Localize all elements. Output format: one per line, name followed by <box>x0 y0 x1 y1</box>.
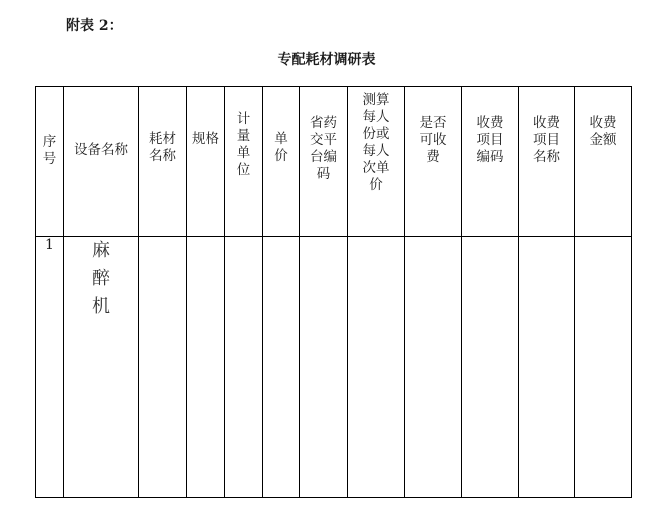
header-label-chargeable: 是否可收费 <box>419 115 447 165</box>
cell-per-person-calc[interactable] <box>348 237 405 498</box>
table-row <box>36 237 632 498</box>
header-label-charge-amount: 收费金额 <box>589 115 617 148</box>
header-cell-per-person-calc <box>348 87 405 237</box>
header-cell-unit-price <box>263 87 300 237</box>
header-label-seq: 序号 <box>42 134 57 167</box>
header-label-charge-item-name: 收费项目名称 <box>533 115 560 165</box>
cell-chargeable[interactable] <box>405 237 462 498</box>
header-cell-charge-item-code <box>462 87 519 237</box>
header-cell-spec <box>187 87 225 237</box>
header-cell-charge-amount <box>575 87 632 237</box>
header-cell-charge-item-name <box>519 87 575 237</box>
cell-charge-amount[interactable] <box>575 237 632 498</box>
header-label-unit: 计量单位 <box>236 111 251 178</box>
header-cell-chargeable <box>405 87 462 237</box>
cell-seq[interactable] <box>36 237 64 498</box>
cell-device-name[interactable] <box>64 237 139 498</box>
header-label-charge-item-code: 收费项目编码 <box>476 115 504 165</box>
cell-unit-price[interactable] <box>263 237 300 498</box>
cell-unit[interactable] <box>225 237 263 498</box>
device-name-value: 麻醉机 <box>92 240 110 317</box>
header-cell-seq <box>36 87 64 237</box>
header-cell-unit <box>225 87 263 237</box>
cell-platform-code[interactable] <box>300 237 348 498</box>
header-label-platform-code: 省药交平台编码 <box>310 115 337 182</box>
cell-charge-item-code[interactable] <box>462 237 519 498</box>
header-label-device-name: 设备名称 <box>74 142 128 158</box>
header-label-spec: 规格 <box>192 131 219 147</box>
header-label-unit-price: 单价 <box>274 131 288 164</box>
header-cell-device-name <box>64 87 139 237</box>
seq-value: 1 <box>45 237 54 253</box>
cell-charge-item-name[interactable] <box>519 237 575 498</box>
header-label-consumable-name: 耗材名称 <box>149 131 176 164</box>
header-cell-platform-code <box>300 87 348 237</box>
document-title: 专配耗材调研表 <box>277 52 376 68</box>
consumables-survey-table <box>35 86 632 498</box>
cell-consumable-name[interactable] <box>139 237 187 498</box>
table-header-row <box>36 87 632 237</box>
appendix-label: 附表 2： <box>66 18 123 34</box>
header-label-per-person-calc: 测算每人份或每人次单价 <box>362 92 390 193</box>
cell-spec[interactable] <box>187 237 225 498</box>
header-cell-consumable-name <box>139 87 187 237</box>
